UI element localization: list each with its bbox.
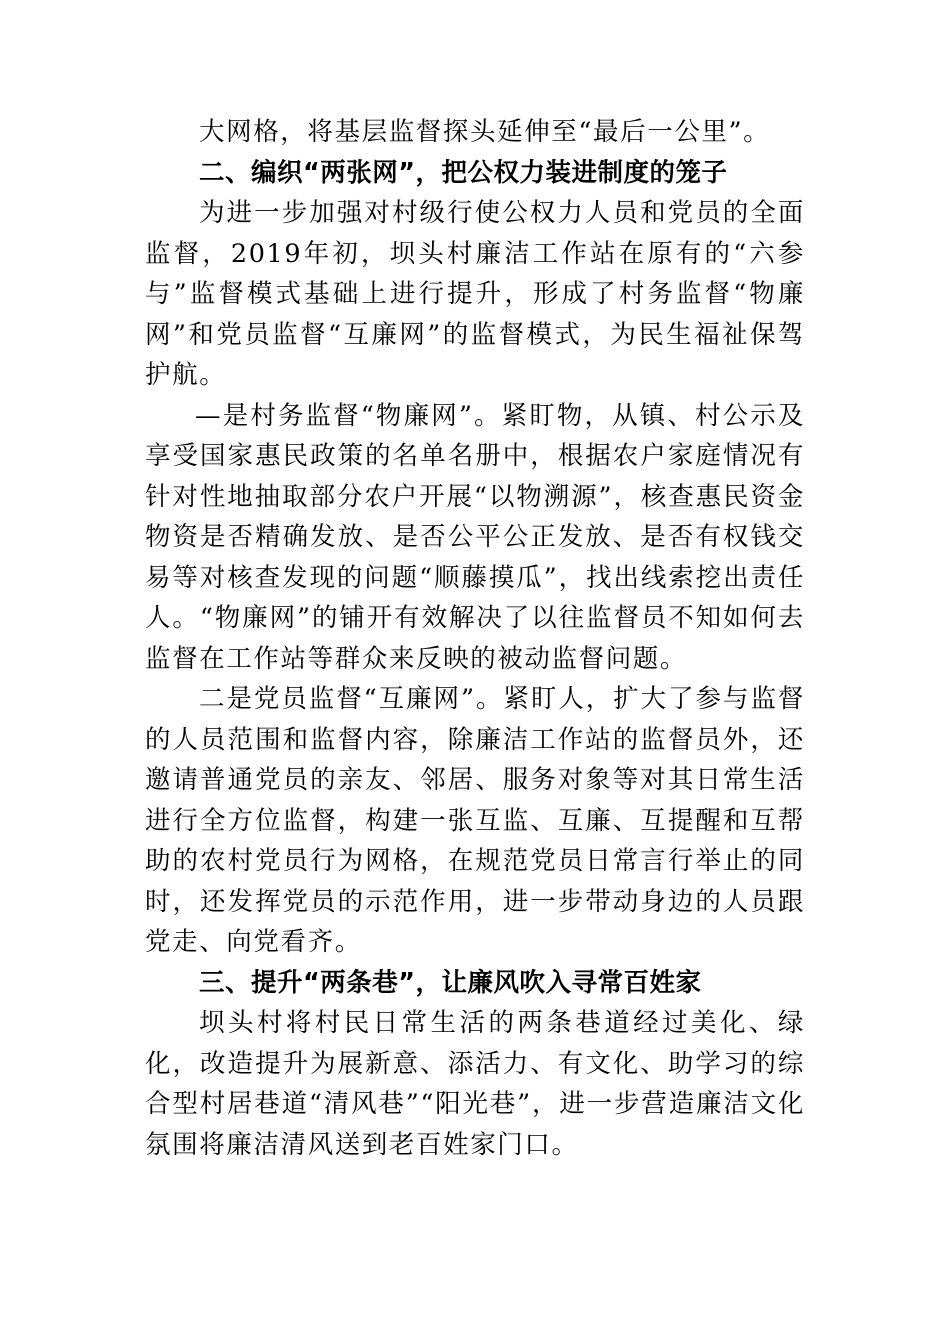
paragraph-item-1: —是村务监督“物廉网”。紧盯物，从镇、村公示及享受国家惠民政策的名单名册中，根据农户家庭情况有针对性地抽取部分农户开展“以物溯源”，核查惠民资金物资是否精确发放、是否公平公正发放、是否有权钱交易等对核查发现的问题“顺藤摸瓜”，找出线索挖出责任人。“物廉网”的铺开有效解决了以往监督员不知如何去监督在工作站等群众来反映的被动监督问题。 [145, 400, 805, 674]
paragraph-continuation: 大网格，将基层监督探头延伸至“最后一公里”。 [199, 117, 771, 147]
paragraph-intro: 为进一步加强对村级行使公权力人员和党员的全面监督，2019年初，坝头村廉洁工作站在原有的“六参与”监督模式基础上进行提升，形成了村务监督“物廉网”和党员监督“互廉网”的监督模式，为民生福祉保驾护航。 [145, 198, 805, 390]
section-heading-3: 三、提升“两条巷”，让廉风吹入寻常百姓家 [199, 967, 702, 998]
document-page [145, 112, 805, 1165]
section-heading-2: 二、编织“两张网”，把公权力装进制度的笼子 [199, 157, 728, 188]
paragraph-section-3: 坝头村将村民日常生活的两条巷道经过美化、绿化，改造提升为展新意、添活力、有文化、助学习的综合型村居巷道“清风巷”“阳光巷”，进一步营造廉洁文化氛围将廉洁清风送到老百姓家门口。 [145, 1008, 805, 1160]
paragraph-item-2: 二是党员监督“互廉网”。紧盯人，扩大了参与监督的人员范围和监督内容，除廉洁工作站的监督员外，还邀请普通党员的亲友、邻居、服务对象等对其日常生活进行全方位监督，构建一张互监、互廉、互提醒和互帮助的农村党员行为网格，在规范党员日常言行举止的同时，还发挥党员的示范作用，进一步带动身边的人员跟党走、向党看齐。 [145, 684, 805, 957]
